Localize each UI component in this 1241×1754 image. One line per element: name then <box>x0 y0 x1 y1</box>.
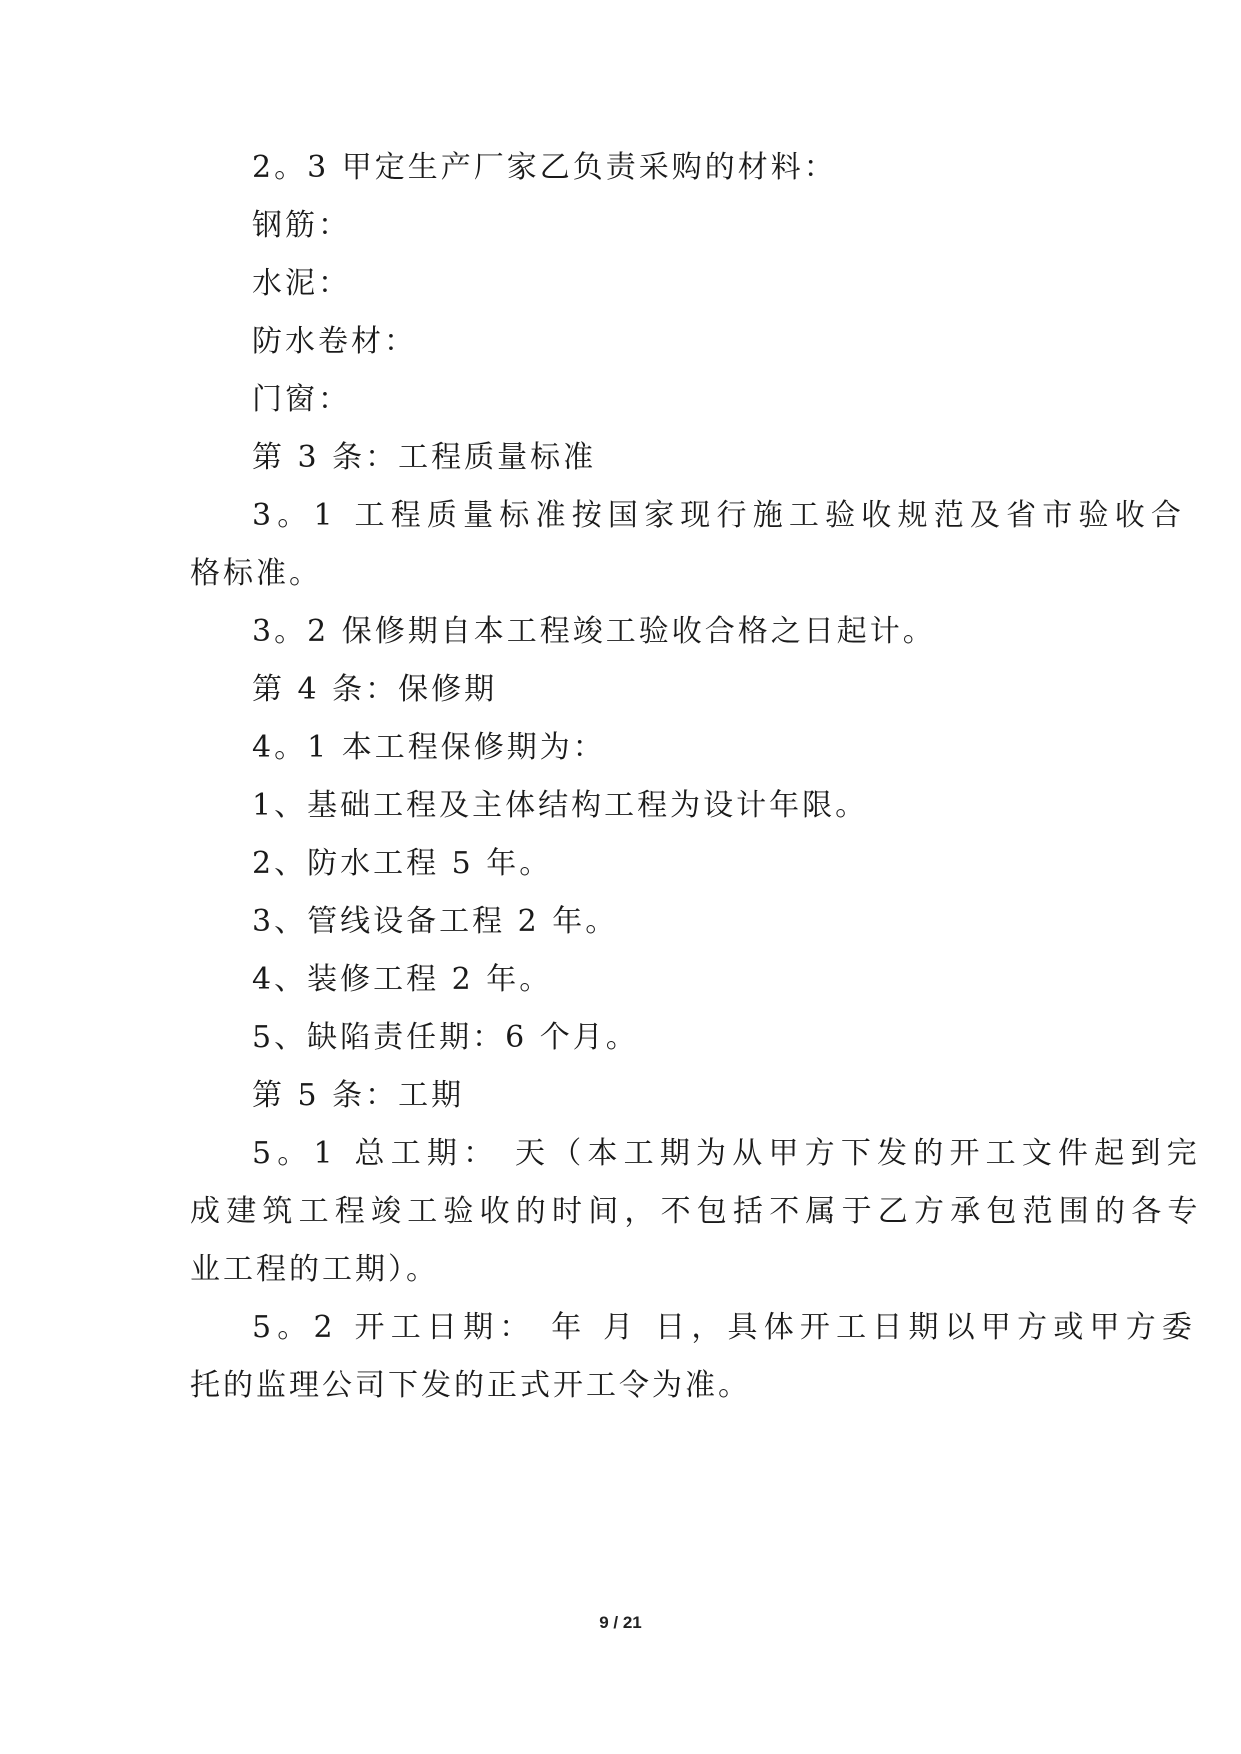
warranty-item-2: 2、防水工程 5 年。 <box>252 846 553 881</box>
clause-5-2: 5。2 开工日期： 年 月 日，具体开工日期以甲方或甲方委 <box>252 1310 1199 1345</box>
material-steel: 钢筋： <box>252 208 351 243</box>
clause-5-1-cont-1: 成建筑工程竣工验收的时间，不包括不属于乙方承包范围的各专 <box>190 1194 1204 1229</box>
clause-5-1-cont-2: 业工程的工期）。 <box>190 1252 439 1287</box>
warranty-item-4: 4、装修工程 2 年。 <box>252 962 553 997</box>
warranty-item-1: 1、基础工程及主体结构工程为设计年限。 <box>252 788 869 823</box>
clause-3-1: 3。1 工程质量标准按国家现行施工验收规范及省市验收合 <box>252 498 1188 533</box>
clause-5-1: 5。1 总工期： 天（本工期为从甲方下发的开工文件起到完 <box>252 1136 1203 1171</box>
clause-2-3: 2。3 甲定生产厂家乙负责采购的材料： <box>252 150 837 185</box>
clause-3-1-cont: 格标准。 <box>190 556 322 591</box>
warranty-item-3: 3、管线设备工程 2 年。 <box>252 904 619 939</box>
clause-3-2: 3。2 保修期自本工程竣工验收合格之日起计。 <box>252 614 936 649</box>
material-waterproof: 防水卷材： <box>252 324 417 359</box>
clause-4-1: 4。1 本工程保修期为： <box>252 730 606 765</box>
article-3-heading: 第 3 条：工程质量标准 <box>252 440 597 475</box>
page-number: 9 / 21 <box>599 1613 642 1632</box>
clause-5-2-cont: 托的监理公司下发的正式开工令为准。 <box>190 1368 751 1403</box>
material-windows: 门窗： <box>252 382 351 417</box>
warranty-item-5: 5、缺陷责任期：6 个月。 <box>252 1020 639 1055</box>
article-5-heading: 第 5 条：工期 <box>252 1078 465 1113</box>
article-4-heading: 第 4 条：保修期 <box>252 672 498 707</box>
material-cement: 水泥： <box>252 266 351 301</box>
